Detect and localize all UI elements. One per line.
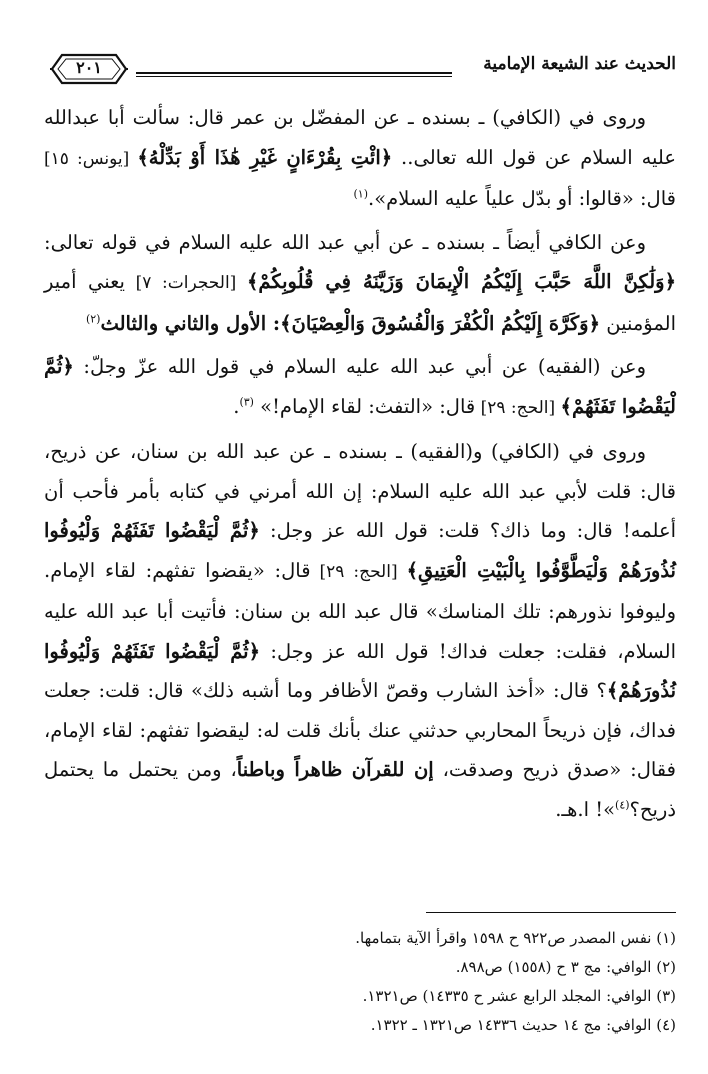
header-rule	[136, 72, 452, 77]
footnote-1: (١) نفس المصدر ص٩٢٢ ح ١٥٩٨ واقرأ الآية بتمامها.	[355, 929, 676, 947]
text-span: قال: «يقضوا تفثهم: لقاء الإمام. وليوفوا نذورهم: تلك المناسك» قال عبد الله بن سنان: فأتيت أبا عبد الله عليه السلام، فقلت: جعلت فداك! قول الله عز وجل:	[44, 558, 677, 663]
paragraph-4	[44, 432, 676, 829]
quran-verse: ﴿ثُمَّ لْيَقْضُوا تَفَثَهُمْ وَلْيُوفُوا نُذُورَهُمْ وَلْيَطَّوَّفُوا بِالْبَيْتِ الْعَتِيقِ﴾	[44, 519, 676, 582]
text-span: وروى في (الكافي) ـ بسنده ـ عن المفضّل بن عمر قال: سألت أبا عبدالله عليه السلام عن قول الله تعالى..	[44, 106, 677, 169]
text-span-bold: : الأول والثاني والثالث	[100, 311, 281, 335]
text-span: وروى في (الكافي) و(الفقيه) ـ بسنده ـ عن عبد الله بن سنان، عن ذريح، قال: قلت لأبي عبد الله عليه السلام: إن الله أمرني في كتابه بأمر فأحب أن أعلمه! قال: وما ذاك؟ قلت: قول الله عز وجل:	[44, 440, 677, 542]
text-span: قال: «التفث: لقاء الإمام!»	[253, 394, 476, 418]
quran-verse: ﴿وَكَرَّهَ إِلَيْكُمُ الْكُفْرَ وَالْفُسُوقَ وَالْعِصْيَانَ﴾	[280, 311, 601, 335]
quran-verse: ﴿ثُمَّ لْيَقْضُوا تَفَثَهُمْ﴾	[44, 355, 676, 418]
quran-verse: ﴿ثُمَّ لْيَقْضُوا تَفَثَهُمْ وَلْيُوفُوا نُذُورَهُمْ﴾	[44, 639, 676, 702]
text-span: يعني أمير المؤمنين	[44, 270, 676, 335]
footnote-separator	[426, 912, 676, 913]
quran-verse: ﴿وَلَٰكِنَّ اللَّهَ حَبَّبَ إِلَيْكُمُ الْإِيمَانَ وَزَيَّنَهُ فِي قُلُوبِكُمْ﴾	[246, 270, 677, 293]
footnote-marker: (٢)	[85, 312, 101, 325]
footnote-3: (٣) الوافي: المجلد الرابع عشر ح ١٤٣٣٥) ص١٣٢١.	[362, 987, 676, 1005]
footnote-marker: (٣)	[239, 395, 254, 408]
page-number: ٢٠١	[76, 58, 102, 77]
verse-reference: [الحجرات: ٧]	[124, 273, 247, 293]
text-span: قال: «قالوا: أو بدّل علياً عليه السلام».	[368, 187, 676, 210]
footnotes	[44, 924, 676, 1040]
text-span: »! ا.هـ.	[555, 797, 616, 821]
main-text	[44, 98, 676, 829]
paragraph-3	[44, 347, 676, 428]
footnote-2: (٢) الوافي: مج ٣ ح (١٥٥٨) ص٨٩٨.	[455, 958, 676, 976]
running-title: الحديث عند الشيعة الإمامية	[483, 54, 676, 74]
verse-reference: [الحج: ٢٩]	[475, 397, 561, 418]
footnote-marker: (١)	[353, 187, 368, 201]
paragraph-2	[44, 223, 676, 344]
verse-reference: [الحج: ٢٩]	[310, 561, 407, 582]
text-span: وعن (الفقيه) عن أبي عبد الله عليه السلام في قول الله عزّ وجلّ:	[73, 355, 646, 378]
footnote-4: (٤) الوافي: مج ١٤ حديث ١٤٣٣٦ ص١٣٢١ ـ ١٣٢٢.	[370, 1016, 676, 1034]
paragraph-1	[44, 98, 676, 219]
text-span: وعن الكافي أيضاً ـ بسنده ـ عن أبي عبد الله عليه السلام في قوله تعالى:	[44, 230, 646, 254]
footnote-marker: (٤)	[615, 798, 630, 811]
text-span: ، ومن يحتمل ما يحتمل ذريح؟	[44, 758, 676, 821]
text-span: .	[233, 394, 240, 418]
verse-reference: [يونس: ١٥]	[44, 148, 138, 169]
quran-verse: ﴿ائْتِ بِقُرْءَانٍ غَيْرِ هَٰذَا أَوْ بَدِّلْهُ﴾	[137, 145, 393, 169]
page-header	[40, 52, 676, 88]
page-number-ornament	[50, 52, 128, 86]
text-span: ؟ قال: «أخذ الشارب وقصّ الأظافر وما أشبه ذلك» قال: قلت: جعلت فداك، فإن ذريحاً المحاربي حدثني عنك بأنك قلت له: ليقضوا تفثهم: لقاء الإمام، فقال: «صدق ذريح وصدقت،	[44, 679, 676, 781]
text-span-bold: إن للقرآن ظاهراً وباطناً	[236, 758, 434, 781]
